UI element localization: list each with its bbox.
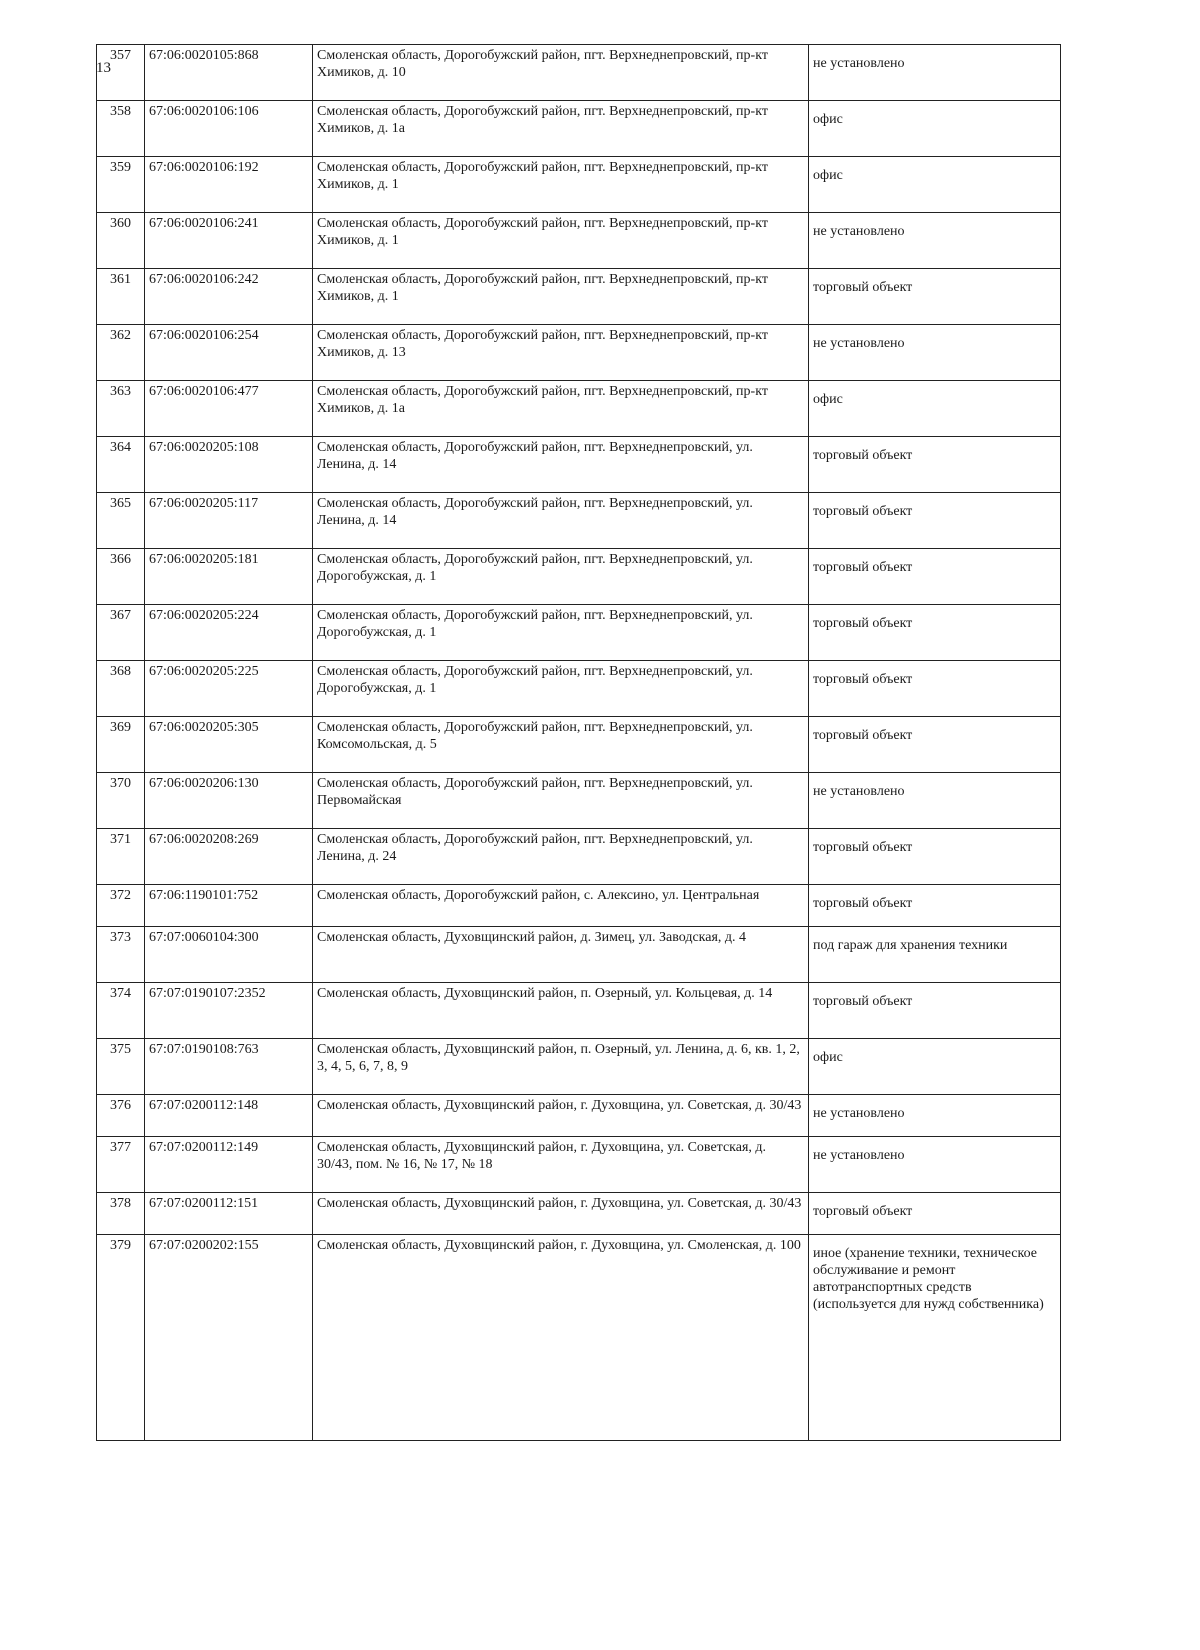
usage-cell: не установлено: [809, 773, 1061, 829]
row-number-cell: 361: [97, 269, 145, 325]
property-table-container: [96, 44, 1060, 1510]
row-number-cell: 377: [97, 1137, 145, 1193]
table-row: [97, 45, 1061, 101]
usage-cell: торговый объект: [809, 661, 1061, 717]
row-number-cell: 360: [97, 213, 145, 269]
address-cell: Смоленская область, Дорогобужский район, пгт. Верхнеднепровский, пр-кт Химиков, д. 13: [313, 325, 809, 381]
cadastral-number-cell: 67:07:0200112:148: [145, 1095, 313, 1137]
table-row: [97, 437, 1061, 493]
table-row: [97, 381, 1061, 437]
usage-cell: не установлено: [809, 1137, 1061, 1193]
row-number-cell: 375: [97, 1039, 145, 1095]
cadastral-number-cell: 67:06:0020205:224: [145, 605, 313, 661]
usage-cell: торговый объект: [809, 437, 1061, 493]
address-cell: Смоленская область, Духовщинский район, г. Духовщина, ул. Смоленская, д. 100: [313, 1235, 809, 1441]
usage-cell: не установлено: [809, 1095, 1061, 1137]
row-number-cell: 373: [97, 927, 145, 983]
table-body: [97, 45, 1061, 1441]
table-row: [97, 493, 1061, 549]
address-cell: Смоленская область, Дорогобужский район, пгт. Верхнеднепровский, ул. Ленина, д. 14: [313, 493, 809, 549]
address-cell: Смоленская область, Духовщинский район, п. Озерный, ул. Ленина, д. 6, кв. 1, 2, 3, 4, 5, 6, 7, 8, 9: [313, 1039, 809, 1095]
address-cell: Смоленская область, Духовщинский район, г. Духовщина, ул. Советская, д. 30/43, пом. № 16, № 17, № 18: [313, 1137, 809, 1193]
usage-cell: офис: [809, 1039, 1061, 1095]
table-row: [97, 1039, 1061, 1095]
address-cell: Смоленская область, Дорогобужский район, пгт. Верхнеднепровский, ул. Комсомольская, д. 5: [313, 717, 809, 773]
address-cell: Смоленская область, Дорогобужский район, пгт. Верхнеднепровский, ул. Ленина, д. 24: [313, 829, 809, 885]
usage-cell: под гараж для хранения техники: [809, 927, 1061, 983]
row-number-cell: 365: [97, 493, 145, 549]
address-cell: Смоленская область, Духовщинский район, г. Духовщина, ул. Советская, д. 30/43: [313, 1095, 809, 1137]
cadastral-number-cell: 67:06:1190101:752: [145, 885, 313, 927]
table-row: [97, 1235, 1061, 1441]
table-row: [97, 549, 1061, 605]
address-cell: Смоленская область, Дорогобужский район, пгт. Верхнеднепровский, ул. Дорогобужская, д. 1: [313, 605, 809, 661]
cadastral-number-cell: 67:07:0200112:149: [145, 1137, 313, 1193]
usage-cell: не установлено: [809, 325, 1061, 381]
cadastral-number-cell: 67:07:0190107:2352: [145, 983, 313, 1039]
address-cell: Смоленская область, Дорогобужский район, пгт. Верхнеднепровский, ул. Дорогобужская, д. 1: [313, 661, 809, 717]
address-cell: Смоленская область, Дорогобужский район, пгт. Верхнеднепровский, ул. Первомайская: [313, 773, 809, 829]
table-row: [97, 773, 1061, 829]
table-row: [97, 157, 1061, 213]
usage-cell: торговый объект: [809, 717, 1061, 773]
table-row: [97, 717, 1061, 773]
cadastral-number-cell: 67:06:0020106:477: [145, 381, 313, 437]
table-row: [97, 1095, 1061, 1137]
usage-cell: офис: [809, 381, 1061, 437]
usage-cell: не установлено: [809, 45, 1061, 101]
page-number: 13: [96, 60, 111, 76]
cadastral-number-cell: 67:06:0020205:108: [145, 437, 313, 493]
row-number-cell: 366: [97, 549, 145, 605]
usage-cell: торговый объект: [809, 549, 1061, 605]
table-row: [97, 829, 1061, 885]
table-row: [97, 1193, 1061, 1235]
table-row: [97, 101, 1061, 157]
usage-cell: торговый объект: [809, 493, 1061, 549]
row-number-cell: 371: [97, 829, 145, 885]
address-cell: Смоленская область, Дорогобужский район, пгт. Верхнеднепровский, пр-кт Химиков, д. 1: [313, 269, 809, 325]
row-number-cell: 357: [97, 45, 145, 101]
address-cell: Смоленская область, Дорогобужский район, пгт. Верхнеднепровский, пр-кт Химиков, д. 1а: [313, 381, 809, 437]
address-cell: Смоленская область, Духовщинский район, п. Озерный, ул. Кольцевая, д. 14: [313, 983, 809, 1039]
cadastral-number-cell: 67:06:0020205:225: [145, 661, 313, 717]
cadastral-number-cell: 67:06:0020105:868: [145, 45, 313, 101]
usage-cell: торговый объект: [809, 605, 1061, 661]
cadastral-number-cell: 67:06:0020208:269: [145, 829, 313, 885]
row-number-cell: 374: [97, 983, 145, 1039]
usage-cell: иное (хранение техники, техническое обслуживание и ремонт автотранспортных средств (используется для нужд собственника): [809, 1235, 1061, 1441]
usage-cell: офис: [809, 157, 1061, 213]
address-cell: Смоленская область, Духовщинский район, г. Духовщина, ул. Советская, д. 30/43: [313, 1193, 809, 1235]
row-number-cell: 359: [97, 157, 145, 213]
address-cell: Смоленская область, Дорогобужский район, пгт. Верхнеднепровский, ул. Дорогобужская, д. 1: [313, 549, 809, 605]
table-row: [97, 661, 1061, 717]
address-cell: Смоленская область, Дорогобужский район, пгт. Верхнеднепровский, пр-кт Химиков, д. 1а: [313, 101, 809, 157]
row-number-cell: 358: [97, 101, 145, 157]
row-number-cell: 379: [97, 1235, 145, 1441]
property-table: [96, 44, 1061, 1441]
usage-cell: торговый объект: [809, 1193, 1061, 1235]
table-row: [97, 983, 1061, 1039]
usage-cell: офис: [809, 101, 1061, 157]
cadastral-number-cell: 67:07:0200202:155: [145, 1235, 313, 1441]
cadastral-number-cell: 67:07:0200112:151: [145, 1193, 313, 1235]
address-cell: Смоленская область, Дорогобужский район, пгт. Верхнеднепровский, пр-кт Химиков, д. 1: [313, 157, 809, 213]
row-number-cell: 370: [97, 773, 145, 829]
table-row: [97, 1137, 1061, 1193]
table-row: [97, 325, 1061, 381]
address-cell: Смоленская область, Дорогобужский район, пгт. Верхнеднепровский, ул. Ленина, д. 14: [313, 437, 809, 493]
cadastral-number-cell: 67:06:0020205:117: [145, 493, 313, 549]
row-number-cell: 372: [97, 885, 145, 927]
row-number-cell: 364: [97, 437, 145, 493]
cadastral-number-cell: 67:06:0020106:192: [145, 157, 313, 213]
usage-cell: торговый объект: [809, 885, 1061, 927]
row-number-cell: 368: [97, 661, 145, 717]
usage-cell: не установлено: [809, 213, 1061, 269]
row-number-cell: 363: [97, 381, 145, 437]
usage-cell: торговый объект: [809, 983, 1061, 1039]
cadastral-number-cell: 67:06:0020205:305: [145, 717, 313, 773]
address-cell: Смоленская область, Духовщинский район, д. Зимец, ул. Заводская, д. 4: [313, 927, 809, 983]
cadastral-number-cell: 67:06:0020106:241: [145, 213, 313, 269]
table-row: [97, 605, 1061, 661]
cadastral-number-cell: 67:06:0020106:254: [145, 325, 313, 381]
row-number-cell: 362: [97, 325, 145, 381]
cadastral-number-cell: 67:06:0020106:106: [145, 101, 313, 157]
cadastral-number-cell: 67:06:0020206:130: [145, 773, 313, 829]
cadastral-number-cell: 67:06:0020106:242: [145, 269, 313, 325]
row-number-cell: 369: [97, 717, 145, 773]
address-cell: Смоленская область, Дорогобужский район, с. Алексино, ул. Центральная: [313, 885, 809, 927]
row-number-cell: 367: [97, 605, 145, 661]
row-number-cell: 378: [97, 1193, 145, 1235]
address-cell: Смоленская область, Дорогобужский район, пгт. Верхнеднепровский, пр-кт Химиков, д. 1: [313, 213, 809, 269]
row-number-cell: 376: [97, 1095, 145, 1137]
cadastral-number-cell: 67:06:0020205:181: [145, 549, 313, 605]
cadastral-number-cell: 67:07:0060104:300: [145, 927, 313, 983]
usage-cell: торговый объект: [809, 269, 1061, 325]
table-row: [97, 213, 1061, 269]
table-row: [97, 269, 1061, 325]
usage-cell: торговый объект: [809, 829, 1061, 885]
table-row: [97, 885, 1061, 927]
cadastral-number-cell: 67:07:0190108:763: [145, 1039, 313, 1095]
address-cell: Смоленская область, Дорогобужский район, пгт. Верхнеднепровский, пр-кт Химиков, д. 10: [313, 45, 809, 101]
table-row: [97, 927, 1061, 983]
